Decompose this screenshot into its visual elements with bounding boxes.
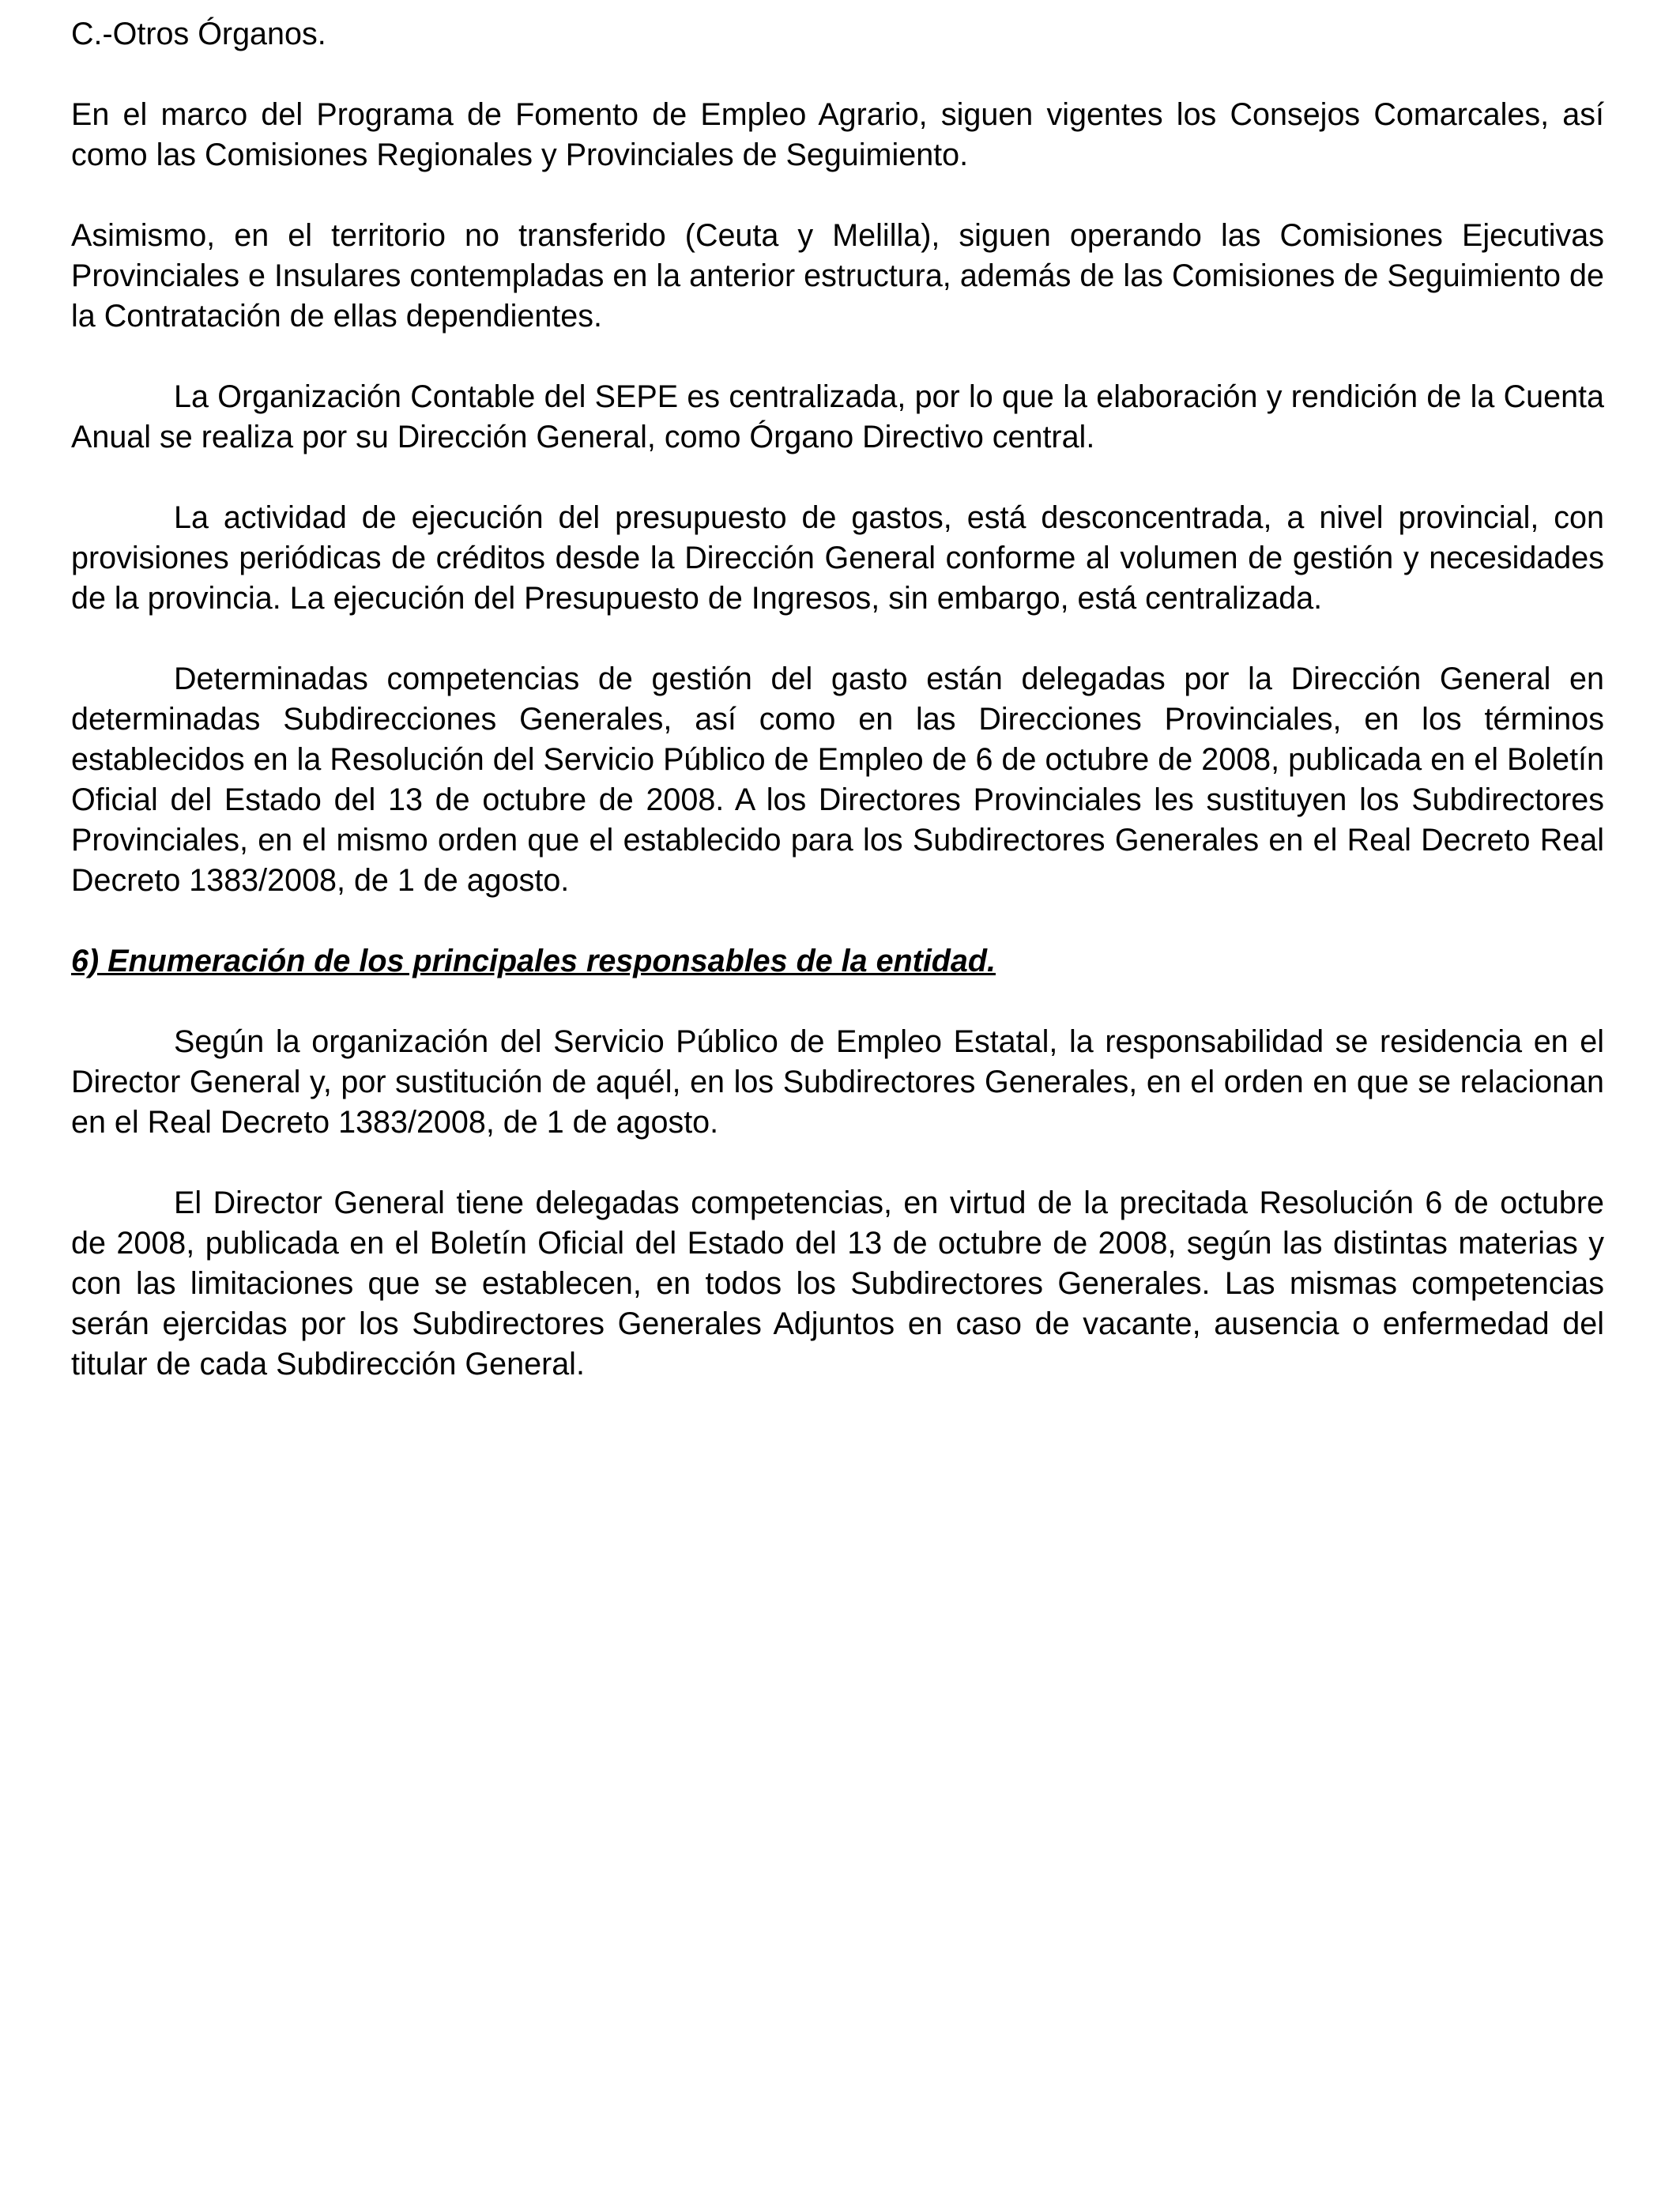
section-title: C.-Otros Órganos. — [71, 17, 326, 51]
paragraph-programa-fomento: En el marco del Programa de Fomento de Empleo Agrario, siguen vigentes los Consejos Comarcales, así como las Comisiones Regionales y Provinciales de Seguimiento. — [71, 97, 1604, 172]
paragraph-organizacion-contable: La Organización Contable del SEPE es centralizada, por lo que la elaboración y rendición de la Cuenta Anual se realiza por su Dirección General, como Órgano Directivo central. — [71, 379, 1604, 454]
paragraph-territorio-no-transferido: Asimismo, en el territorio no transferido (Ceuta y Melilla), siguen operando las Comisiones Ejecutivas Provinciales e Insulares contempladas en la anterior estructura, además de las Comisiones de Seguimiento de la Contratación de ellas dependientes. — [71, 218, 1604, 334]
section-heading-responsables: 6) Enumeración de los principales responsables de la entidad. — [71, 944, 996, 978]
paragraph-ejecucion-presupuesto: La actividad de ejecución del presupuesto de gastos, está desconcentrada, a nivel provincial, con provisiones periódicas de créditos desde la Dirección General conforme al volumen de gestión y necesidades de la provincia. La ejecución del Presupuesto de Ingresos, sin embargo, está centralizada. — [71, 500, 1604, 616]
paragraph-director-general: El Director General tiene delegadas competencias, en virtud de la precitada Resolución 6 de octubre de 2008, publicada en el Boletín Oficial del Estado del 13 de octubre de 2008, según las distintas materias y con las limitaciones que se establecen, en todos los Subdirectores Generales. Las mismas competencias serán ejercidas por los Subdirectores Generales Adjuntos en caso de vacante, ausencia o enfermedad del titular de cada Subdirección General. — [71, 1186, 1604, 1382]
paragraph-competencias-delegadas: Determinadas competencias de gestión del gasto están delegadas por la Dirección General en determinadas Subdirecciones Generales, así como en las Direcciones Provinciales, en los términos establecidos en la Resolución del Servicio Público de Empleo de 6 de octubre de 2008, publicada en el Boletín Oficial del Estado del 13 de octubre de 2008. A los Directores Provinciales les sustituyen los Subdirectores Provinciales, en el mismo orden que el establecido para los Subdirectores Generales en el Real Decreto Real Decreto 1383/2008, de 1 de agosto. — [71, 662, 1604, 898]
paragraph-organizacion-responsabilidad: Según la organización del Servicio Público de Empleo Estatal, la responsabilidad se residencia en el Director General y, por sustitución de aquél, en los Subdirectores Generales, en el orden en que se relacionan en el Real Decreto 1383/2008, de 1 de agosto. — [71, 1024, 1604, 1140]
document-page — [71, 14, 1604, 1385]
